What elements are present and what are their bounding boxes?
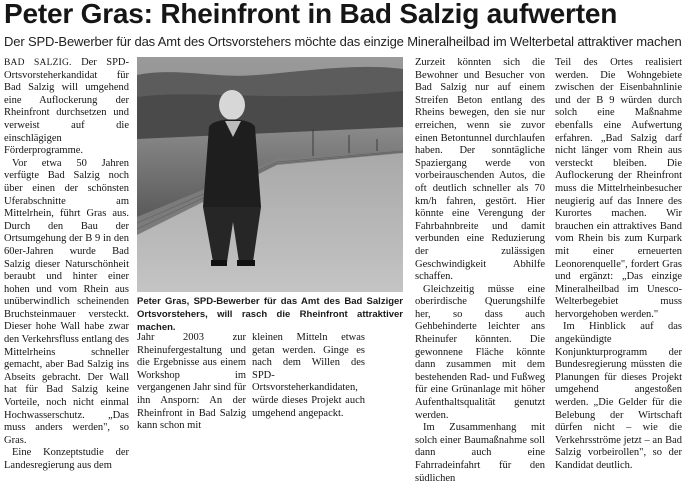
article-column-4 xyxy=(415,57,545,484)
subheadline: Der SPD-Bewerber für das Amt des Ortsvorstehers möchte das einzige Mineralheilbad im Welterbetal attraktiver machen xyxy=(4,34,682,49)
paragraph: Im Hinblick auf das angekündigte Konjunkturprogramm der Bundesregierung müssten die Planungen für dieses Projekt umgehend angestoßen werden. „Die Gelder für die Belebung der Wirtschaft dürfen nicht – wie die Verkehrsströme jetzt – an Bad Salzig vorbeirollen", so der Kandidat deutlich. xyxy=(555,321,682,471)
man-on-rhine-promenade-photo xyxy=(137,57,403,292)
article-photo xyxy=(137,57,403,292)
headline: Peter Gras: Rheinfront in Bad Salzig aufwerten xyxy=(4,0,618,29)
paragraph xyxy=(4,57,129,158)
dateline: BAD SALZIG. xyxy=(4,58,72,68)
article-column-3 xyxy=(252,332,365,419)
paragraph-text: Der SPD-Ortsvorsteherkandidat für Bad Salzig will umgehend eine Auflockerung der Rheinfront durchsetzen und verweist auf die einschlägigen Förderprogramme. xyxy=(4,57,130,157)
photo-caption: Peter Gras, SPD-Bewerber für das Amt des Bad Salziger Ortsvorstehers, will rasch die Rheinfront attraktiver machen. xyxy=(137,296,403,333)
article-column-2 xyxy=(137,332,246,432)
paragraph: Eine Konzeptstudie der Landesregierung aus dem xyxy=(4,447,129,471)
paragraph: Teil des Ortes realisiert werden. Die Wohngebiete zwischen der Eisenbahnlinie und der B 9 würden durch solch eine Maßnahme ebenfalls eine Aufwertung erfahren. „Bad Salzig darf nicht länger vom Rhein aus versteckt bleiben. Die Auflockerung der Rheinfront muss die Mittelrheinbesucher neugierig auf das Innere des Kurortes machen. Wir brauchen ein attraktives Band vom Rhein bis zum Kurpark mit einer erneuerten Leonorenquelle", fordert Gras und ergänzt: „Das einzige Mineralheilbad im Unesco-Welterbegebiet muss hervorgehoben werden." xyxy=(555,57,682,320)
paragraph: Gleichzeitig müsse eine oberirdische Querungshilfe her, so dass auch Gehbehinderte leichter ans Rheinufer könnten. Die gewonnene Fläche könnte dann zusammen mit dem bestehenden Rad- und Fußweg für eine Grünanlage mit höher Aufenthaltsqualität genutzt werden. xyxy=(415,283,545,421)
article-column-5 xyxy=(555,57,682,471)
paragraph: kleinen Mitteln etwas getan werden. Ginge es nach dem Willen des SPD-Ortsvorsteherkandidaten, würde dieses Projekt auch umgehend angepackt. xyxy=(252,332,365,419)
paragraph: Zurzeit könnten sich die Bewohner und Besucher von Bad Salzig nur auf einem Streifen Beton entlang des Rheins bewegen, den sie nur erreichen, wenn sie zuvor einen Betontunnel durchlaufen haben. Der sonntägliche Spaziergang werde von vorbeirauschenden Autos, die oft deutlich schneller als 70 km/h fahren, gestört. Hier könnte eine Verengung der Fahrbahnbreite und damit verbunden eine Reduzierung der zulässigen Geschwindigkeit Abhilfe schaffen. xyxy=(415,57,545,283)
paragraph: Jahr 2003 zur Rheinufergestaltung und die Ergebnisse aus einem Workshop im vergangenen Jahr sind für ihn Ansporn: An der Rheinfront in Bad Salzig kann schon mit xyxy=(137,332,246,432)
paragraph: Im Zusammenhang mit solch einer Baumaßnahme soll dann auch eine Fahrradeinfahrt für den südlichen xyxy=(415,422,545,484)
paragraph: Vor etwa 50 Jahren verfügte Bad Salzig noch über einen der schönsten Uferabschnitte am Mittelrhein, führt Gras aus. Durch den Bau der Ortsumgehung der B 9 in den 60er-Jahren wurde Bad Salzig dieser Naturschönheit beraubt und hinter einer hohen und vom Rhein aus unüberwindlich scheinenden Bruchsteinmauer versteckt. Dieser hohe Wall habe zwar den Verkehrsfluss entlang des Mittelrheins schneller gemacht, aber Bad Salzig ins Abseits gebracht. Der Wall hat für Bad Salzig keine Vorteile, noch nicht einmal Hochwasserschutz. „Das muss anders werden", so Gras. xyxy=(4,157,129,446)
article-column-1 xyxy=(4,57,130,471)
